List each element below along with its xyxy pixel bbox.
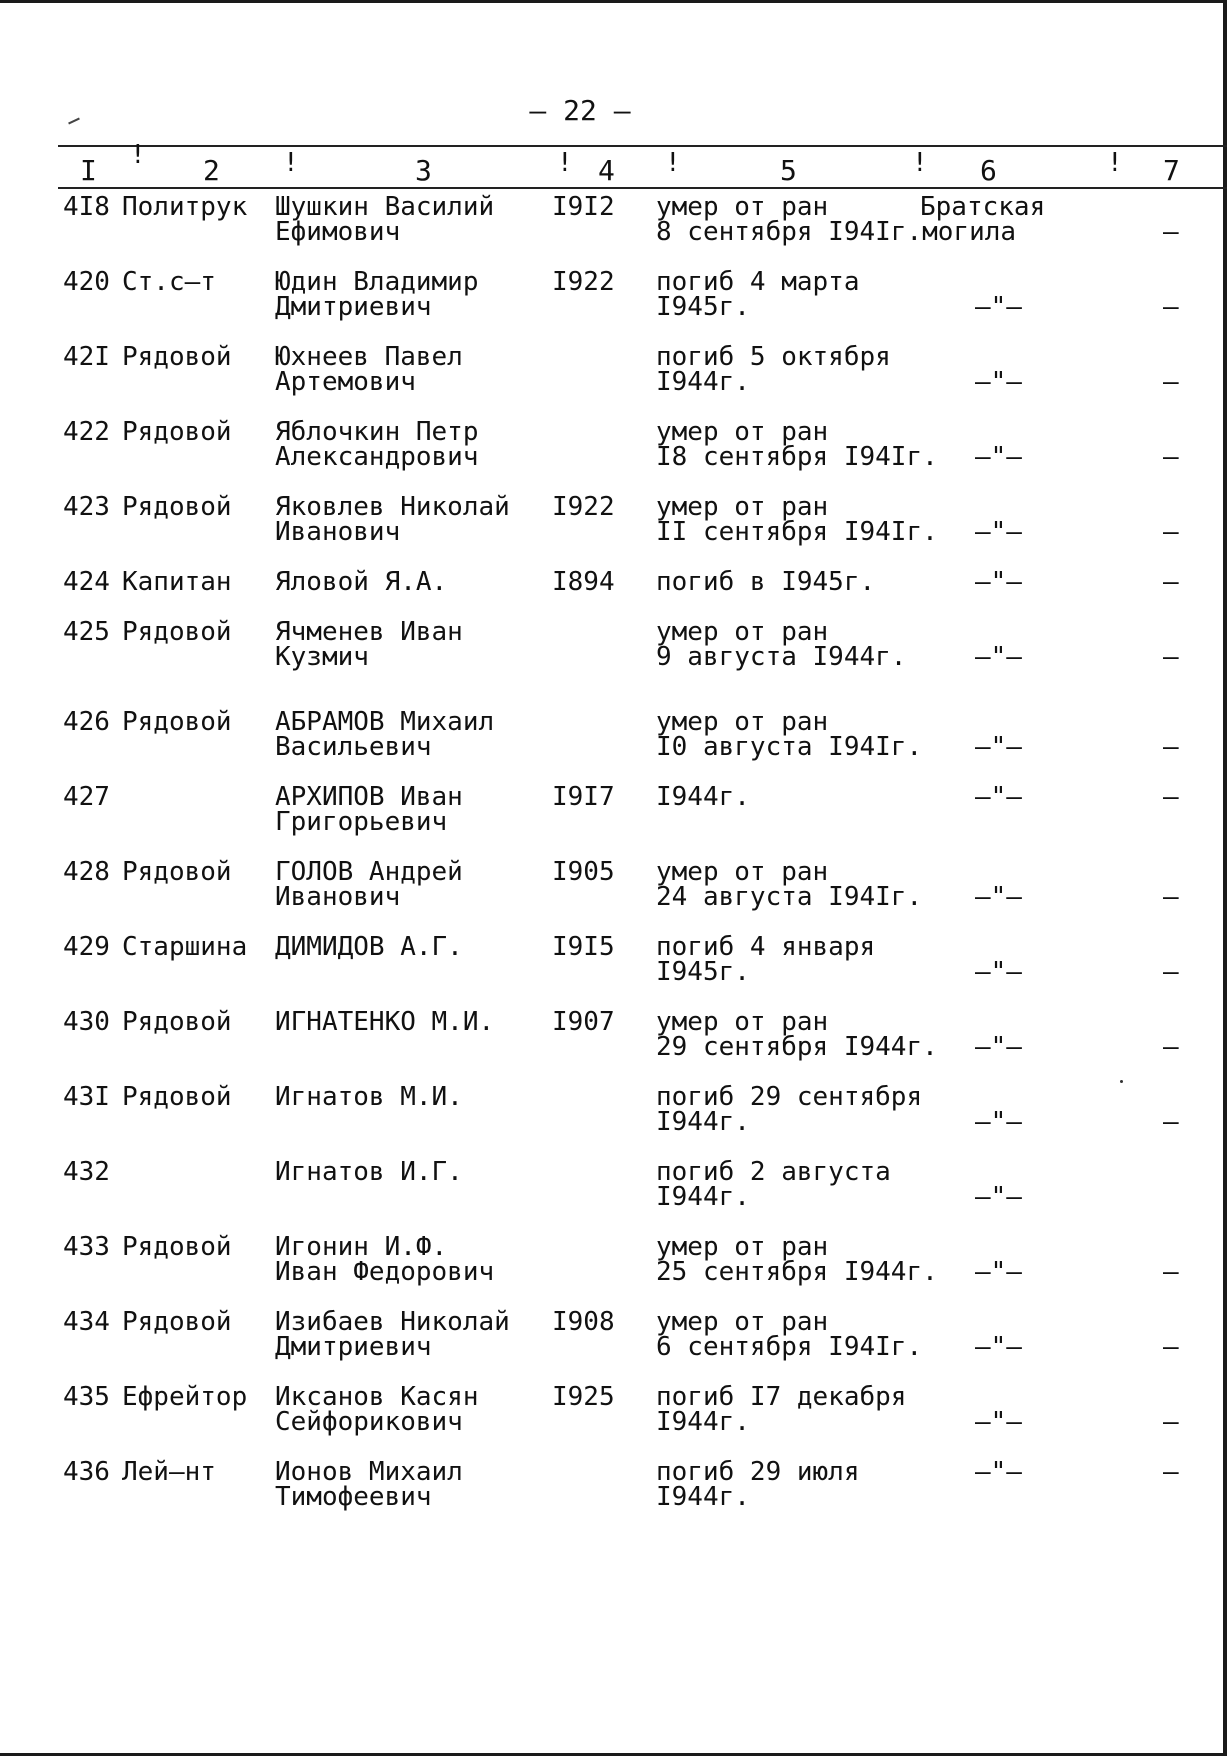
surname-name: Ячменев Иван <box>275 617 463 647</box>
row-number: 424 <box>63 567 110 597</box>
column-separator: ! <box>912 148 928 178</box>
birth-year: I907 <box>552 1007 615 1037</box>
row-number: 435 <box>63 1382 110 1412</box>
rank: Рядовой <box>122 1307 232 1337</box>
ditto-mark: –"– <box>975 1257 1022 1287</box>
column-header-4: 4 <box>598 154 615 187</box>
birth-year: I9I2 <box>552 192 615 222</box>
patronymic: Александрович <box>275 442 479 472</box>
circumstances-line-2: I8 сентября I94Iг. <box>656 442 938 472</box>
patronymic: Сейфорикович <box>275 1407 463 1437</box>
circumstances-line-2: I944г. <box>656 1407 750 1437</box>
circumstances-line-2: I0 августа I94Iг. <box>656 732 923 762</box>
column-7-dash: – <box>1163 882 1179 912</box>
column-separator: ! <box>557 148 573 178</box>
patronymic: Дмитриевич <box>275 292 432 322</box>
circumstances-line-1: умер от ран <box>656 707 829 737</box>
circumstances-line-1: умер от ран <box>656 1007 829 1037</box>
rank: Рядовой <box>122 1232 232 1262</box>
table-header-rule <box>58 187 1227 189</box>
column-7-dash: – <box>1163 1332 1179 1362</box>
ditto-mark: –"– <box>975 782 1022 812</box>
column-separator: ! <box>1107 148 1123 178</box>
column-header-6: 6 <box>980 154 997 187</box>
ditto-mark: –"– <box>975 442 1022 472</box>
ditto-mark: –"– <box>975 882 1022 912</box>
circumstances-line-2: II сентября I94Iг. <box>656 517 938 547</box>
column-7-dash: – <box>1163 957 1179 987</box>
row-number: 422 <box>63 417 110 447</box>
circumstances-line-1: умер от ран <box>656 1232 829 1262</box>
circumstances-line-2: 8 сентября I94Iг.могила <box>656 217 1017 247</box>
surname-name: Юхнеев Павел <box>275 342 463 372</box>
rank: Рядовой <box>122 1082 232 1112</box>
row-number: 436 <box>63 1457 110 1487</box>
circumstances-line-1: умер от ран <box>656 417 829 447</box>
rank: Лей–нт <box>122 1457 216 1487</box>
rank: Политрук <box>122 192 248 222</box>
rank: Рядовой <box>122 492 232 522</box>
ditto-mark: –"– <box>975 1107 1022 1137</box>
patronymic: Иванович <box>275 517 401 547</box>
ditto-mark: –"– <box>975 1457 1022 1487</box>
circumstances-line-2: I944г. <box>656 367 750 397</box>
row-number: 420 <box>63 267 110 297</box>
column-7-dash: – <box>1163 732 1179 762</box>
birth-year: I908 <box>552 1307 615 1337</box>
surname-name: Яблочкин Петр <box>275 417 479 447</box>
row-number: 429 <box>63 932 110 962</box>
column-7-dash: – <box>1163 1032 1179 1062</box>
scan-speck <box>1120 1080 1123 1083</box>
column-header-3: 3 <box>415 154 432 187</box>
surname-name: ИГНАТЕНКО М.И. <box>275 1007 495 1037</box>
patronymic: Григорьевич <box>275 807 448 837</box>
row-number: 426 <box>63 707 110 737</box>
surname-name: Игнатов М.И. <box>275 1082 463 1112</box>
circumstances-line-1: умер от ран <box>656 857 829 887</box>
row-number: 423 <box>63 492 110 522</box>
row-number: 432 <box>63 1157 110 1187</box>
column-header-5: 5 <box>780 154 797 187</box>
circumstances-line-2: I944г. <box>656 1107 750 1137</box>
column-separator: ! <box>130 140 146 170</box>
patronymic: Ефимович <box>275 217 401 247</box>
scan-edge-top <box>0 0 1227 3</box>
rank: Рядовой <box>122 857 232 887</box>
circumstances-line-2: I944г. <box>656 1182 750 1212</box>
column-7-dash: – <box>1163 442 1179 472</box>
ditto-mark: –"– <box>975 292 1022 322</box>
circumstances-line-2: 9 августа I944г. <box>656 642 907 672</box>
column-7-dash: – <box>1163 1257 1179 1287</box>
column-7-dash: – <box>1163 217 1179 247</box>
surname-name: ДИМИДОВ А.Г. <box>275 932 463 962</box>
column-header-1: I <box>80 154 97 187</box>
circumstances-line-1: погиб в I945г. <box>656 567 876 597</box>
rank: Ст.с–т <box>122 267 216 297</box>
rank: Ефрейтор <box>122 1382 248 1412</box>
column-7-dash: – <box>1163 782 1179 812</box>
circumstances-line-2: 6 сентября I94Iг. <box>656 1332 923 1362</box>
surname-name: Яковлев Николай <box>275 492 510 522</box>
birth-year: I894 <box>552 567 615 597</box>
birth-year: I905 <box>552 857 615 887</box>
surname-name: ГОЛОВ Андрей <box>275 857 463 887</box>
surname-name: АРХИПОВ Иван <box>275 782 463 812</box>
circumstances-line-1: погиб 29 июля <box>656 1457 860 1487</box>
column-7-dash: – <box>1163 1407 1179 1437</box>
surname-name: АБРАМОВ Михаил <box>275 707 495 737</box>
circumstances-line-2: 29 сентября I944г. <box>656 1032 938 1062</box>
column-7-dash: – <box>1163 567 1179 597</box>
ditto-mark: –"– <box>975 642 1022 672</box>
birth-year: I922 <box>552 267 615 297</box>
circumstances-line-1: погиб 5 октября <box>656 342 891 372</box>
column-7-dash: – <box>1163 642 1179 672</box>
ditto-mark: –"– <box>975 1332 1022 1362</box>
row-number: 427 <box>63 782 110 812</box>
circumstances-line-1: погиб 4 января <box>656 932 876 962</box>
surname-name: Шушкин Василий <box>275 192 495 222</box>
rank: Капитан <box>122 567 232 597</box>
surname-name: Игнатов И.Г. <box>275 1157 463 1187</box>
column-header-2: 2 <box>203 154 220 187</box>
patronymic: Кузмич <box>275 642 369 672</box>
ditto-mark: –"– <box>975 1407 1022 1437</box>
page-number: – 22 – <box>529 94 631 127</box>
row-number: 428 <box>63 857 110 887</box>
rank: Рядовой <box>122 417 232 447</box>
surname-name: Юдин Владимир <box>275 267 479 297</box>
ditto-mark: –"– <box>975 957 1022 987</box>
ditto-mark: –"– <box>975 732 1022 762</box>
column-7-dash: – <box>1163 292 1179 322</box>
row-number: 42I <box>63 342 110 372</box>
circumstances-line-1: погиб 29 сентября <box>656 1082 923 1112</box>
row-number: 430 <box>63 1007 110 1037</box>
surname-name: Игонин И.Ф. <box>275 1232 448 1262</box>
circumstances-line-1: I944г. <box>656 782 750 812</box>
circumstances-line-1: умер от ран <box>656 1307 829 1337</box>
ditto-mark: –"– <box>975 1032 1022 1062</box>
rank: Рядовой <box>122 707 232 737</box>
row-number: 433 <box>63 1232 110 1262</box>
patronymic: Иванович <box>275 882 401 912</box>
circumstances-line-1: погиб I7 декабря <box>656 1382 907 1412</box>
column-separator: ! <box>665 148 681 178</box>
patronymic: Тимофеевич <box>275 1482 432 1512</box>
scan-edge-right <box>1223 0 1227 1756</box>
rank: Рядовой <box>122 342 232 372</box>
ditto-mark: –"– <box>975 367 1022 397</box>
surname-name: Иксанов Касян <box>275 1382 479 1412</box>
column-7-dash: – <box>1163 367 1179 397</box>
row-number: 43I <box>63 1082 110 1112</box>
circumstances-line-1: умер от ран <box>656 492 829 522</box>
row-number: 425 <box>63 617 110 647</box>
circumstances-line-2: I945г. <box>656 292 750 322</box>
circumstances-line-1: погиб 2 августа <box>656 1157 891 1187</box>
circumstances-line-1: умер от ран <box>656 192 829 222</box>
circumstances-line-2: 24 августа I94Iг. <box>656 882 923 912</box>
surname-name: Яловой Я.А. <box>275 567 448 597</box>
column-header-7: 7 <box>1163 154 1180 187</box>
birth-year: I9I7 <box>552 782 615 812</box>
circumstances-line-2: I945г. <box>656 957 750 987</box>
rank: Рядовой <box>122 1007 232 1037</box>
birth-year: I922 <box>552 492 615 522</box>
column-7-dash: – <box>1163 1457 1179 1487</box>
patronymic: Иван Федорович <box>275 1257 495 1287</box>
rank: Рядовой <box>122 617 232 647</box>
surname-name: Изибаев Николай <box>275 1307 510 1337</box>
birth-year: I925 <box>552 1382 615 1412</box>
row-number: 434 <box>63 1307 110 1337</box>
table-top-rule <box>58 145 1227 147</box>
circumstances-line-2: I944г. <box>656 1482 750 1512</box>
circumstances-line-1: умер от ран <box>656 617 829 647</box>
column-separator: ! <box>283 148 299 178</box>
column-7-dash: – <box>1163 1107 1179 1137</box>
surname-name: Ионов Михаил <box>275 1457 463 1487</box>
row-number: 4I8 <box>63 192 110 222</box>
column-7-dash: – <box>1163 517 1179 547</box>
ditto-mark: –"– <box>975 567 1022 597</box>
circumstances-line-2: 25 сентября I944г. <box>656 1257 938 1287</box>
patronymic: Васильевич <box>275 732 432 762</box>
circumstances-line-1: погиб 4 марта <box>656 267 860 297</box>
patronymic: Дмитриевич <box>275 1332 432 1362</box>
rank: Старшина <box>122 932 248 962</box>
patronymic: Артемович <box>275 367 416 397</box>
birth-year: I9I5 <box>552 932 615 962</box>
ditto-mark: –"– <box>975 517 1022 547</box>
ditto-mark: –"– <box>975 1182 1022 1212</box>
burial-place: Братская <box>920 192 1046 222</box>
